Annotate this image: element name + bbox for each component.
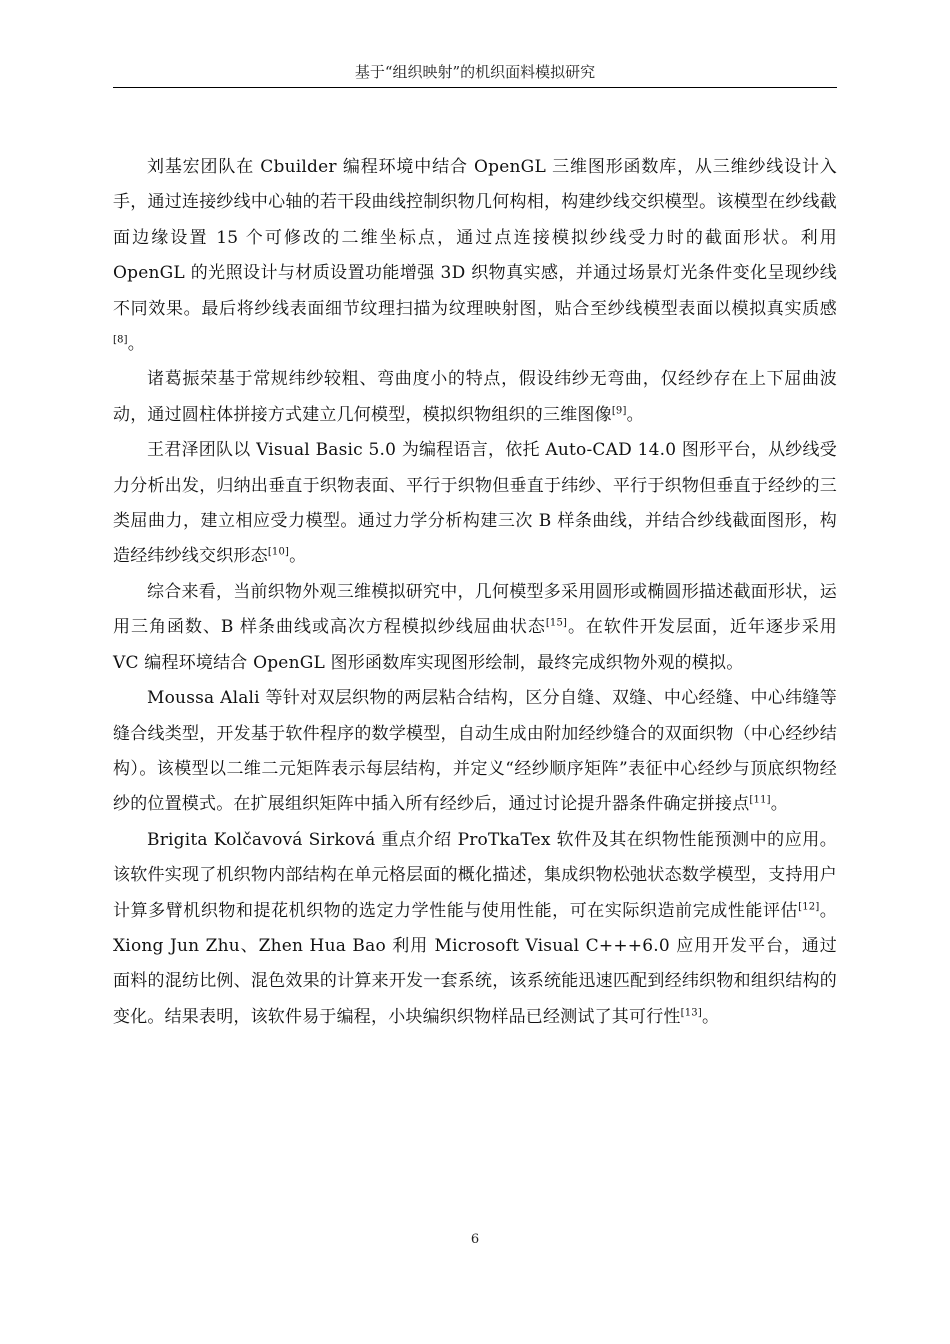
paragraph-text: 诸葛振荣基于常规纬纱较粗、弯曲度小的特点，假设纬纱无弯曲，仅经纱存在上下屈曲波动，通过圆柱体拼接方式建立几何模型，模拟织物组织的三维图像 bbox=[113, 369, 837, 425]
citation-ref: [11] bbox=[749, 794, 771, 806]
paragraph-tail: 。 bbox=[127, 334, 145, 355]
citation-ref: [9] bbox=[611, 405, 627, 417]
paragraph-text: Moussa Alali 等针对双层织物的两层粘合结构，区分自缝、双缝、中心经缝、中心纬缝等缝合线类型，开发基于软件程序的数学模型，自动生成由附加经纱缝合的双面织物（中心经纱结构）。该模型以二维二元矩阵表示每层结构，并定义“经纱顺序矩阵”表征中心经纱与顶底织物经纱的位置模式。在扩展组织矩阵中插入所有经纱后，通过讨论提升器条件确定拼接点 bbox=[113, 688, 837, 815]
paragraph bbox=[113, 362, 837, 433]
paragraph-text: Brigita Kolčavová Sirková 重点介绍 ProTkaTex 软件及其在织物性能预测中的应用。该软件实现了机织物内部结构在单元格层面的概化描述，集成织物松弛状态数学模型，支持用户计算多臂机织物和提花机织物的选定力学性能与使用性能，可在实际织造前完成性能评估 bbox=[113, 829, 837, 921]
paragraph bbox=[113, 433, 837, 575]
paragraph-text: 刘基宏团队在 Cbuilder 编程环境中结合 OpenGL 三维图形函数库，从三维纱线设计入手，通过连接纱线中心轴的若干段曲线控制织物几何构相，构建纱线交织模型。该模型在纱线截面边缘设置 15 个可修改的二维坐标点，通过点连接模拟纱线受力时的截面形状。利用 OpenGL 的光照设计与材质设置功能增强 3D 织物真实感，并通过场景灯光条件变化呈现纱线不同效果。最后将纱线表面细节纹理扫描为纹理映射图，贴合至纱线模型表面以模拟真实质感 bbox=[113, 157, 837, 319]
citation-ref: [12] bbox=[798, 900, 820, 912]
header-divider bbox=[113, 87, 837, 88]
paragraph bbox=[113, 150, 837, 362]
paragraph-text: 王君泽团队以 Visual Basic 5.0 为编程语言，依托 Auto-CAD 14.0 图形平台，从纱线受力分析出发，归纳出垂直于织物表面、平行于织物但垂直于纬纱、平行于织物但垂直于经纱的三类屈曲力，建立相应受力模型。通过力学分析构建三次 B 样条曲线，并结合纱线截面图形，构造经纬纱线交织形态 bbox=[113, 440, 837, 567]
body-text bbox=[113, 150, 837, 1035]
paragraph-tail: 。 bbox=[770, 794, 788, 815]
citation-ref: [15] bbox=[545, 617, 568, 629]
running-header: 基于“组织映射”的机织面料模拟研究 bbox=[354, 63, 596, 81]
paragraph-tail: 。在软件开发层面，近年逐步采用 VC 编程环境结合 OpenGL 图形函数库实现图形绘制，最终完成织物外观的模拟。 bbox=[113, 617, 837, 673]
paragraph bbox=[113, 575, 837, 681]
paragraph-text: 综合来看，当前织物外观三维模拟研究中，几何模型多采用圆形或椭圆形描述截面形状，运用三角函数、B 样条曲线或高次方程模拟纱线屈曲状态 bbox=[113, 581, 837, 638]
paragraph-tail: 。 bbox=[701, 1006, 720, 1027]
citation-ref: [8] bbox=[113, 334, 128, 346]
paragraph bbox=[113, 823, 837, 1035]
citation-ref: [13] bbox=[680, 1007, 702, 1019]
page-number: 6 bbox=[470, 1232, 480, 1247]
paragraph-tail: 。 bbox=[289, 546, 307, 567]
citation-ref: [10] bbox=[267, 546, 290, 558]
paragraph bbox=[113, 681, 837, 823]
paragraph-tail: 。 bbox=[626, 404, 644, 425]
paragraph-tail: 。Xiong Jun Zhu、Zhen Hua Bao 利用 Microsoft Visual C+++6.0 应用开发平台，通过面料的混纺比例、混色效果的计算来开发一套系统，该系统能迅速匹配到经纬织物和组织结构的变化。结果表明，该软件易于编程，小块编织织物样品已经测试了其可行性 bbox=[113, 900, 837, 1027]
